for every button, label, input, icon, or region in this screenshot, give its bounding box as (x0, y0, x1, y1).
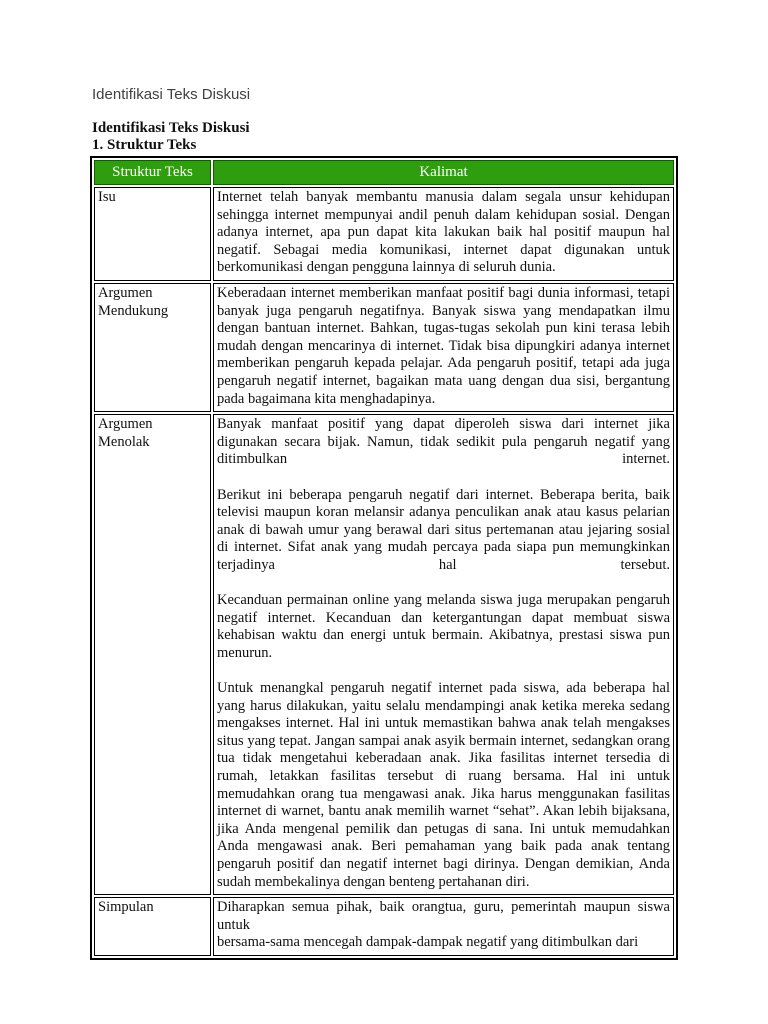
paragraph: Berikut ini beberapa pengaruh negatif dari internet. Beberapa berita, baik televisi maupun koran melansir adanya penculikan anak atau kasus pelarian anak di bawah umur yang berawal dari situs pertemanan atau jejaring sosial di internet. Sifat anak yang mudah percaya pada siapa pun memungkinkan terjadinya hal tersebut. (217, 486, 670, 573)
page-title: Identifikasi Teks Diskusi (92, 86, 251, 103)
row-label-argumen-mendukung: Argumen Mendukung (94, 283, 211, 412)
row-label-simpulan: Simpulan (94, 897, 211, 956)
table-row-simpulan (94, 897, 674, 956)
row-content-argumen-mendukung (213, 283, 674, 412)
struktur-teks-table (90, 156, 678, 960)
column-header-kalimat: Kalimat (213, 160, 674, 185)
paragraph: Diharapkan semua pihak, baik orangtua, guru, pemerintah maupun siswa untuk (217, 899, 670, 933)
doc-heading: Identifikasi Teks Diskusi (92, 120, 250, 136)
table-row-argumen-mendukung (94, 283, 674, 412)
row-label-isu: Isu (94, 187, 211, 281)
row-label-argumen-menolak: Argumen Menolak (94, 414, 211, 895)
paragraph: Kecanduan permainan online yang melanda siswa juga merupakan pengaruh negatif internet. Kecanduan dan ketergantungan dapat membuat siswa kehabisan waktu dan energi untuk bermain. Akibatnya, prestasi siswa pun menurun. (217, 592, 670, 661)
row-content-simpulan (213, 897, 674, 956)
paragraph: Keberadaan internet memberikan manfaat positif bagi dunia informasi, tetapi banyak juga pengaruh negatifnya. Banyak siswa yang mendapatkan ilmu dengan bantuan internet. Bahkan, tugas-tugas sekolah pun kini terasa lebih mudah dengan mencarinya di internet. Tidak bisa dipungkiri adanya internet memberikan pengaruh kepada pelajar. Ada pengaruh positif, tetapi ada juga pengaruh negatif internet, bagaikan mata uang dengan dua sisi, bergantung pada bagaimana kita menghadapinya. (217, 284, 670, 407)
table-header-row (94, 160, 674, 185)
paragraph: Untuk menangkal pengaruh negatif internet pada siswa, ada beberapa hal yang harus dilakukan, yaitu selalu mendampingi anak ketika mereka sedang mengakses internet. Hal ini untuk memastikan bahwa anak telah mengakses situs yang tepat. Jangan sampai anak asyik bermain internet, sedangkan orang tua tidak mengetahui keberadaan anak. Jika fasilitas internet tersedia di rumah, letakkan fasilitas tersebut di ruang bersama. Hal ini untuk memudahkan orang tua mengawasi anak. Jika harus menggunakan fasilitas internet di warnet, bantu anak memilih warnet “sehat”. Akan lebih bijaksana, jika Anda mengenal pemilik dan petugas di sana. Ini untuk memudahkan Anda mengawasi anak. Beri pemahaman yang baik pada anak tentang pengaruh positif dan negatif internet bagi dirinya. Dengan demikian, Anda sudah membekalinya dengan benteng pertahanan diri. (217, 680, 670, 890)
paragraph: bersama-sama mencegah dampak-dampak negatif yang ditimbulkan dari (217, 934, 639, 951)
doc-subheading: 1. Struktur Teks (92, 137, 197, 153)
paragraph: Banyak manfaat positif yang dapat diperoleh siswa dari internet jika digunakan secara bijak. Namun, tidak sedikit pula pengaruh negatif yang ditimbulkan internet. (217, 416, 670, 468)
row-content-isu (213, 187, 674, 281)
table-row-isu (94, 187, 674, 281)
row-content-argumen-menolak (213, 414, 674, 895)
column-header-struktur-teks: Struktur Teks (94, 160, 211, 185)
table-row-argumen-menolak (94, 414, 674, 895)
paragraph: Internet telah banyak membantu manusia dalam segala unsur kehidupan sehingga internet mempunyai andil penuh dalam kehidupan sosial. Dengan adanya internet, apa pun dapat kita lakukan baik hal positif maupun hal negatif. Sebagai media komunikasi, internet dapat digunakan untuk berkomunikasi dengan pengguna lainnya di seluruh dunia. (217, 189, 670, 276)
